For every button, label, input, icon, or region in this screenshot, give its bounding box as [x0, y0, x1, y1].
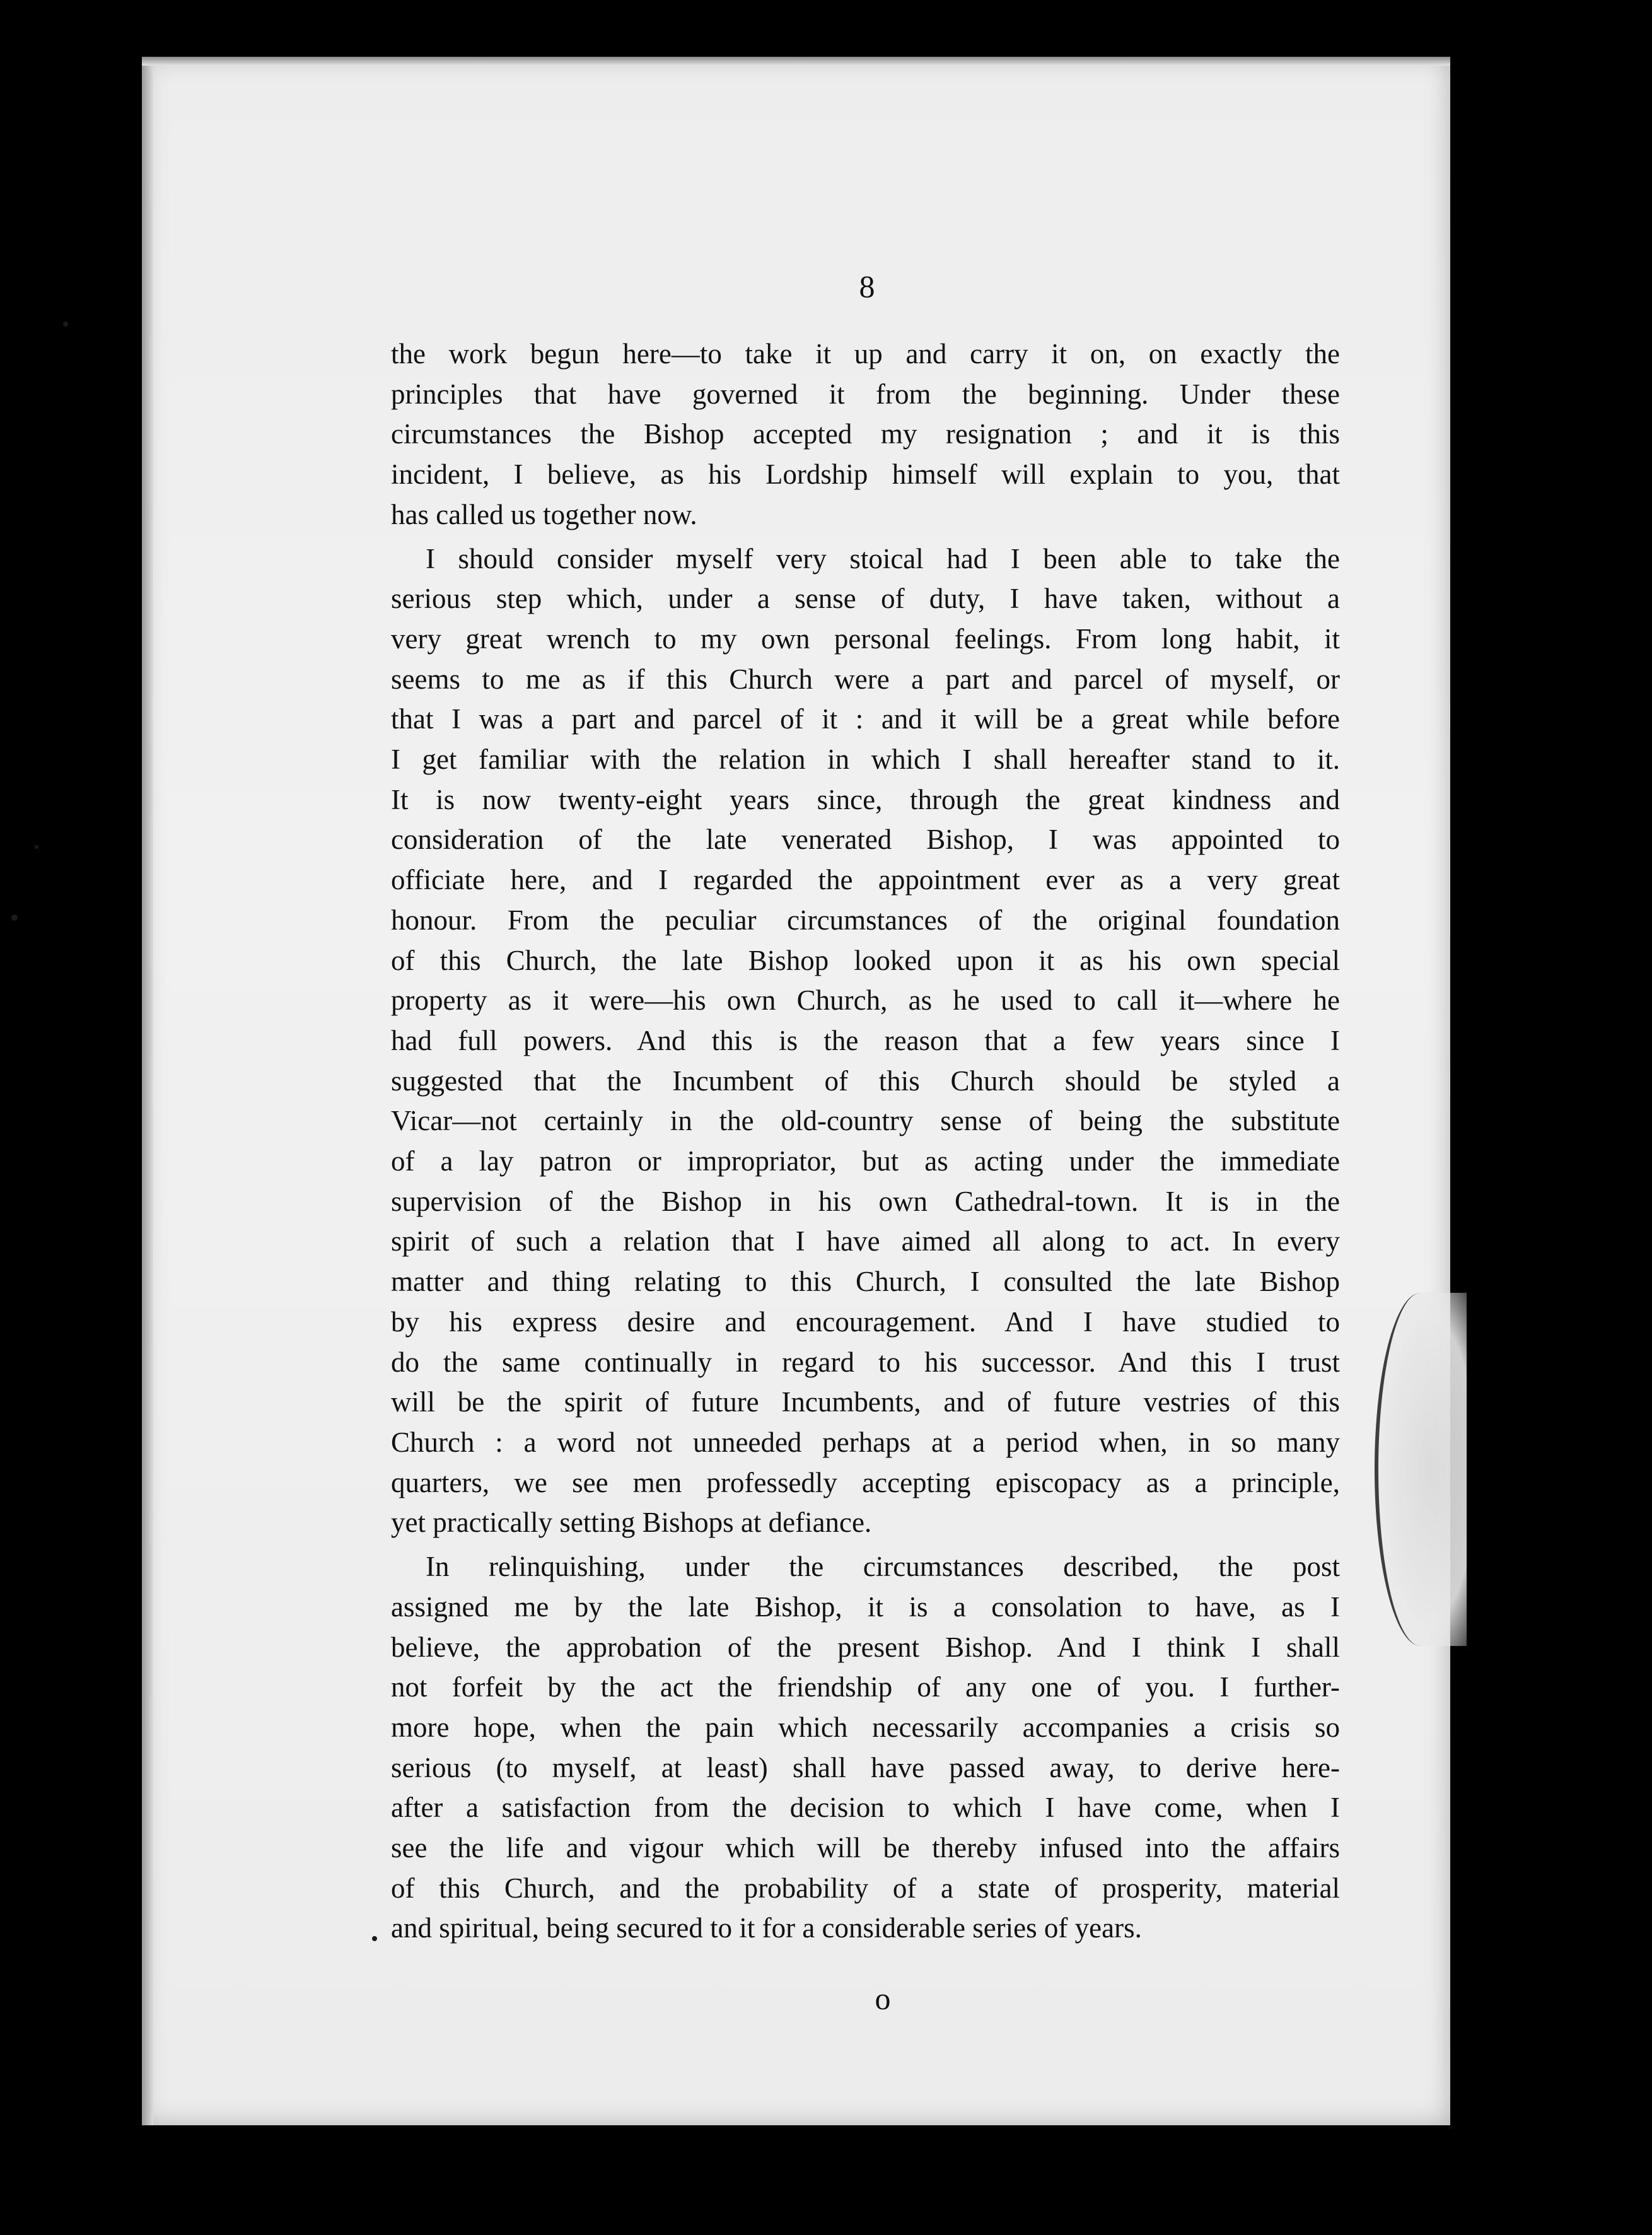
- paragraph: [391, 334, 1340, 535]
- text-line: I get familiar with the relation in which I shall hereafter stand to it.: [391, 744, 1340, 776]
- text-line: suggested that the Incumbent of this Church should be styled a: [391, 1065, 1340, 1097]
- page-number: 8: [859, 269, 875, 304]
- text-line: incident, I believe, as his Lordship himself will explain to you, that: [391, 458, 1340, 491]
- text-line: very great wrench to my own personal feelings. From long habit, it: [391, 622, 1340, 655]
- text-line: by his express desire and encouragement. And I have studied to: [391, 1305, 1340, 1338]
- text-line: Church : a word not unneeded perhaps at a period when, in so many: [391, 1426, 1340, 1458]
- paragraph: [391, 1547, 1340, 1949]
- text-line: matter and thing relating to this Church, I consulted the late Bishop: [391, 1266, 1340, 1298]
- text-line: seems to me as if this Church were a part and parcel of myself, or: [391, 663, 1340, 695]
- scan-speck: [372, 1936, 377, 1941]
- text-line: officiate here, and I regarded the appointment ever as a very great: [391, 864, 1340, 896]
- text-line: honour. From the peculiar circumstances of the original foundation: [391, 904, 1340, 936]
- text-line: believe, the approbation of the present Bishop. And I think I shall: [391, 1631, 1340, 1663]
- text-line: serious step which, under a sense of duty, I have taken, without a: [391, 583, 1340, 615]
- paper-left-edge: [142, 57, 153, 2125]
- text-line: the work begun here—to take it up and carry it on, on exactly the: [391, 338, 1340, 370]
- text-line: It is now twenty-eight years since, through the great kindness and: [391, 783, 1340, 815]
- text-line: spirit of such a relation that I have aimed all along to act. In every: [391, 1225, 1340, 1258]
- body-text: [391, 334, 1340, 1949]
- text-line: yet practically setting Bishops at defiance.: [391, 1507, 872, 1539]
- text-line: circumstances the Bishop accepted my resignation ; and it is this: [391, 418, 1340, 450]
- text-line: more hope, when the pain which necessarily accompanies a crisis so: [391, 1711, 1340, 1743]
- text-line: I should consider myself very stoical had I been able to take the: [426, 542, 1340, 575]
- text-line: supervision of the Bishop in his own Cathedral-town. It is in the: [391, 1185, 1340, 1217]
- text-line: Vicar—not certainly in the old-country sense of being the substitute: [391, 1105, 1340, 1137]
- text-line: see the life and vigour which will be thereby infused into the affairs: [391, 1832, 1340, 1864]
- footer-mark: o: [875, 1981, 891, 2016]
- text-line: had full powers. And this is the reason that a few years since I: [391, 1024, 1340, 1056]
- text-line: will be the spirit of future Incumbents, and of future vestries of this: [391, 1386, 1340, 1418]
- paper-top-edge: [142, 57, 1450, 66]
- text-line: not forfeit by the act the friendship of any one of you. I further-: [391, 1671, 1340, 1703]
- scan-speck: [11, 914, 18, 921]
- text-line: In relinquishing, under the circumstances described, the post: [426, 1551, 1340, 1583]
- paper-tear: [1375, 1293, 1467, 1646]
- paragraph: [391, 539, 1340, 1544]
- text-line: property as it were—his own Church, as he used to call it—where he: [391, 984, 1340, 1017]
- text-line: quarters, we see men professedly accepting episcopacy as a principle,: [391, 1466, 1340, 1498]
- text-line: assigned me by the late Bishop, it is a consolation to have, as I: [391, 1590, 1340, 1623]
- scan-speck: [35, 845, 38, 849]
- text-line: has called us together now.: [391, 498, 697, 530]
- text-line: do the same continually in regard to his successor. And this I trust: [391, 1346, 1340, 1378]
- text-line: principles that have governed it from the beginning. Under these: [391, 378, 1340, 410]
- text-line: serious (to myself, at least) shall have passed away, to derive here-: [391, 1751, 1340, 1783]
- text-line: after a satisfaction from the decision to which I have come, when I: [391, 1792, 1340, 1824]
- text-line: of this Church, and the probability of a state of prosperity, material: [391, 1872, 1340, 1904]
- text-line: consideration of the late venerated Bishop, I was appointed to: [391, 824, 1340, 856]
- text-line: of this Church, the late Bishop looked upon it as his own special: [391, 944, 1340, 976]
- scan-speck: [63, 322, 68, 327]
- text-line: and spiritual, being secured to it for a considerable series of years.: [391, 1912, 1142, 1944]
- text-line: that I was a part and parcel of it : and it will be a great while before: [391, 703, 1340, 735]
- text-line: of a lay patron or impropriator, but as acting under the immediate: [391, 1145, 1340, 1177]
